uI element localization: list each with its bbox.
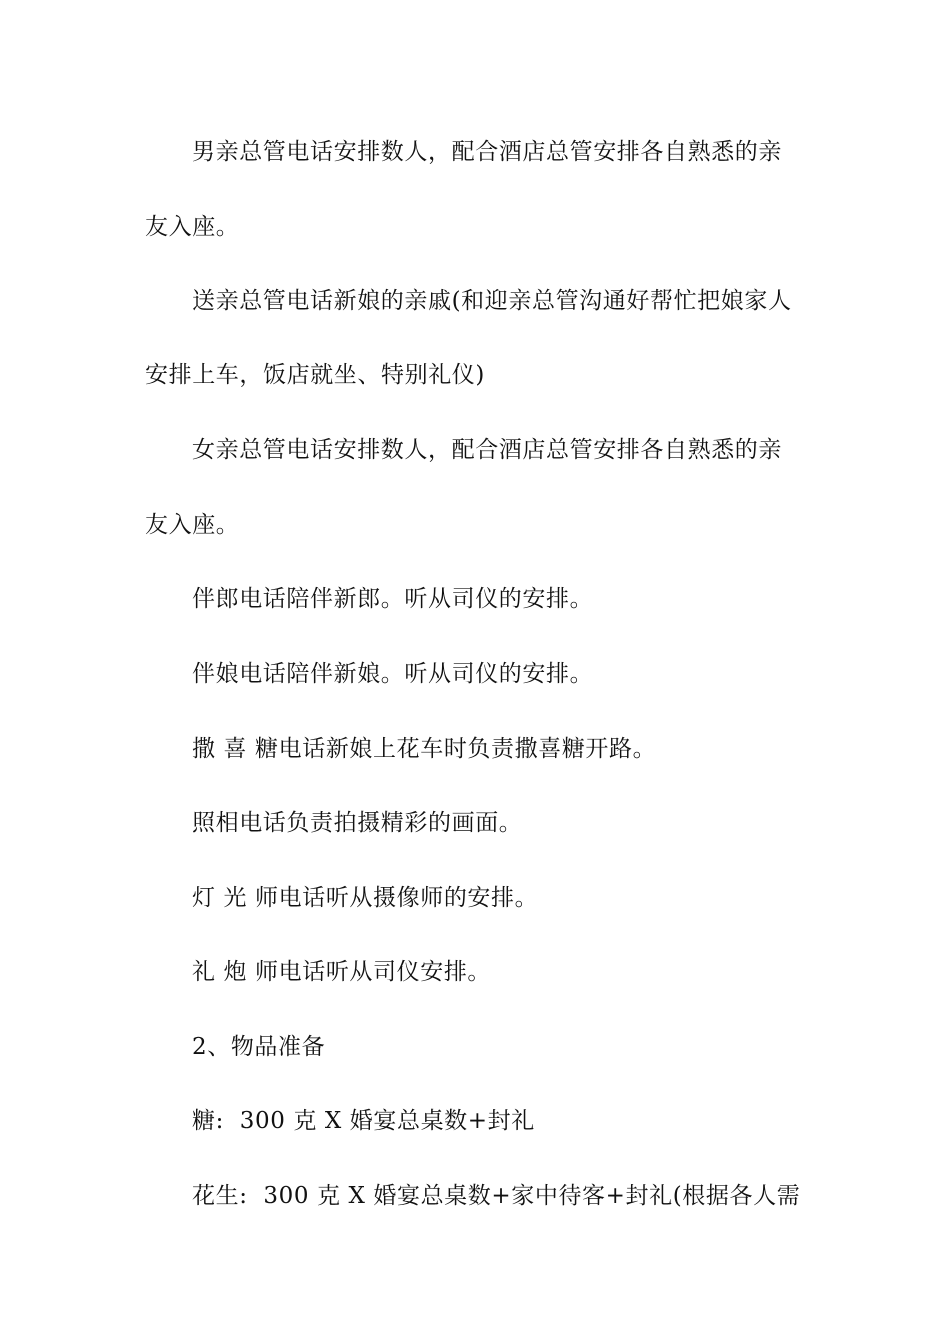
paragraph-line: 伴娘电话陪伴新娘。听从司仪的安排。: [192, 661, 594, 687]
paragraph-line: 花生: 300 克 X 婚宴总桌数+家中待客+封礼(根据各人需: [192, 1183, 801, 1209]
paragraph-line: 照相电话负责拍摄精彩的画面。: [192, 810, 523, 836]
paragraph-line: 安排上车，饭店就坐、特别礼仪): [145, 362, 485, 388]
paragraph-line: 友入座。: [145, 512, 240, 538]
paragraph-line: 糖: 300 克 X 婚宴总桌数+封礼: [192, 1108, 535, 1134]
paragraph-line: 女亲总管电话安排数人，配合酒店总管安排各自熟悉的亲: [192, 437, 782, 463]
paragraph-line: 友入座。: [145, 214, 240, 240]
paragraph-line: 男亲总管电话安排数人，配合酒店总管安排各自熟悉的亲: [192, 139, 782, 165]
paragraph-line: 灯 光 师电话听从摄像师的安排。: [192, 885, 539, 911]
paragraph-line: 送亲总管电话新娘的亲戚(和迎亲总管沟通好帮忙把娘家人: [192, 288, 792, 314]
paragraph-line: 伴郎电话陪伴新郎。听从司仪的安排。: [192, 586, 594, 612]
paragraph-line: 礼 炮 师电话听从司仪安排。: [192, 959, 492, 985]
section-heading: 2、物品准备: [192, 1034, 326, 1060]
paragraph-line: 撒 喜 糖电话新娘上花车时负责撒喜糖开路。: [192, 736, 657, 762]
